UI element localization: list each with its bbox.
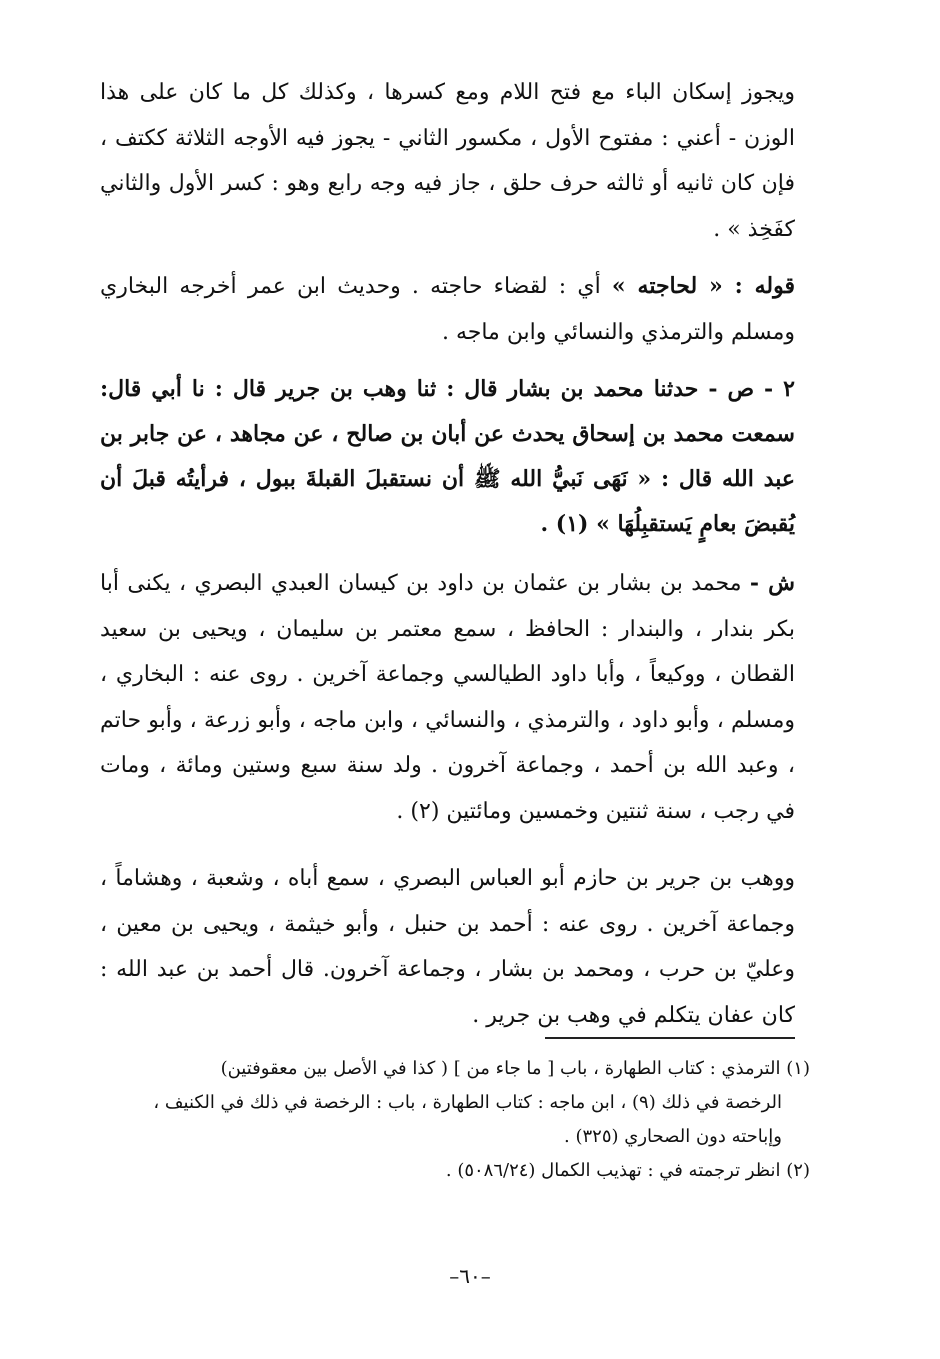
qawluhu-text: أي : لقضاء حاجته . وحديث ابن عمر أخرجه البخاري ومسلم والترمذي والنسائي وابن ماجه .	[100, 274, 795, 345]
paragraph-grammar: ويجوز إسكان الباء مع فتح اللام ومع كسرها ، وكذلك كل ما كان على هذا الوزن - أعني : مفتوح الأول ، مكسور الثاني - يجوز فيه الأوجه الثلاثة ككتف ، فإن كان ثانيه أو ثالثه حرف حلق ، جاز فيه وجه رابع وهو : كسر الأول والثاني كفَخِذ » .	[100, 80, 795, 242]
paragraph-wahb: ووهب بن جرير بن حازم أبو العباس البصري ، سمع أباه ، وشعبة ، وهشاماً ، وجماعة آخرين . روى عنه : أحمد بن حنبل ، وأبو خيثمة ، ويحيى بن معين ، وعليّ بن حرب ، ومحمد بن بشار ، وجماعة آخرون. قال أحمد بن عبد الله : كان عفان يتكلم في وهب بن جرير .	[100, 866, 795, 1028]
sharh-lead: ش -	[749, 570, 795, 596]
sharh-text: محمد بن بشار بن عثمان بن داود بن كيسان العبدي البصري ، يكنى أبا بكر بندار ، والبندار : الحافظ ، سمع معتمر بن سليمان ، ويحيى بن سعيد القطان ، ووكيعاً ، وأبا داود الطيالسي وجماعة آخرين . روى عنه : البخاري ، ومسلم ، وأبو داود ، والترمذي ، والنسائي ، وابن ماجه ، وأبو زرعة ، وأبو حاتم ، وعبد الله بن أحمد ، وجماعة آخرون . ولد سنة سبع وستين ومائة ، ومات في رجب ، سنة ثنتين وخمسين ومائتين (٢) .	[100, 571, 795, 824]
footnote-1-continuation: الرخصة في ذلك (٩) ، ابن ماجه : كتاب الطهارة ، باب : الرخصة في ذلك في الكنيف ، وإباحته دون الصحاري (٣٢٥) .	[153, 1092, 782, 1147]
qawluhu-lead: قوله : « لحاجته »	[611, 273, 795, 299]
page-number: –٦٠–	[449, 1264, 491, 1288]
page-body	[100, 70, 795, 1038]
footnotes	[100, 1052, 810, 1188]
paragraph-qawluhu	[100, 264, 795, 355]
hadith-text: ٢ - ص - حدثنا محمد بن بشار قال : ثنا وهب بن جرير قال : نا أبي قال: سمعت محمد بن إسحاق يحدث عن أبان بن صالح ، عن مجاهد ، عن جابر بن عبد الله قال : « نَهَى نَبيُّ الله ﷺ أن نستقبلَ القبلةَ ببول ، فرأيتُه قبلَ أن يُقبضَ بعامٍ يَستقبِلُهَا » (١) .	[100, 376, 795, 537]
footnote-2	[100, 1154, 810, 1188]
footnote-2-text: (٢) انظر ترجمته في : تهذيب الكمال (٥٠٨٦/٢٤) .	[445, 1160, 810, 1181]
footnote-divider	[545, 1037, 795, 1039]
footnote-1-first-line: (١) الترمذي : كتاب الطهارة ، باب [ ما جاء من ] ( كذا في الأصل بين معقوفتين)	[220, 1058, 810, 1079]
paragraph-sharh	[100, 561, 795, 834]
footnote-1	[100, 1052, 810, 1154]
